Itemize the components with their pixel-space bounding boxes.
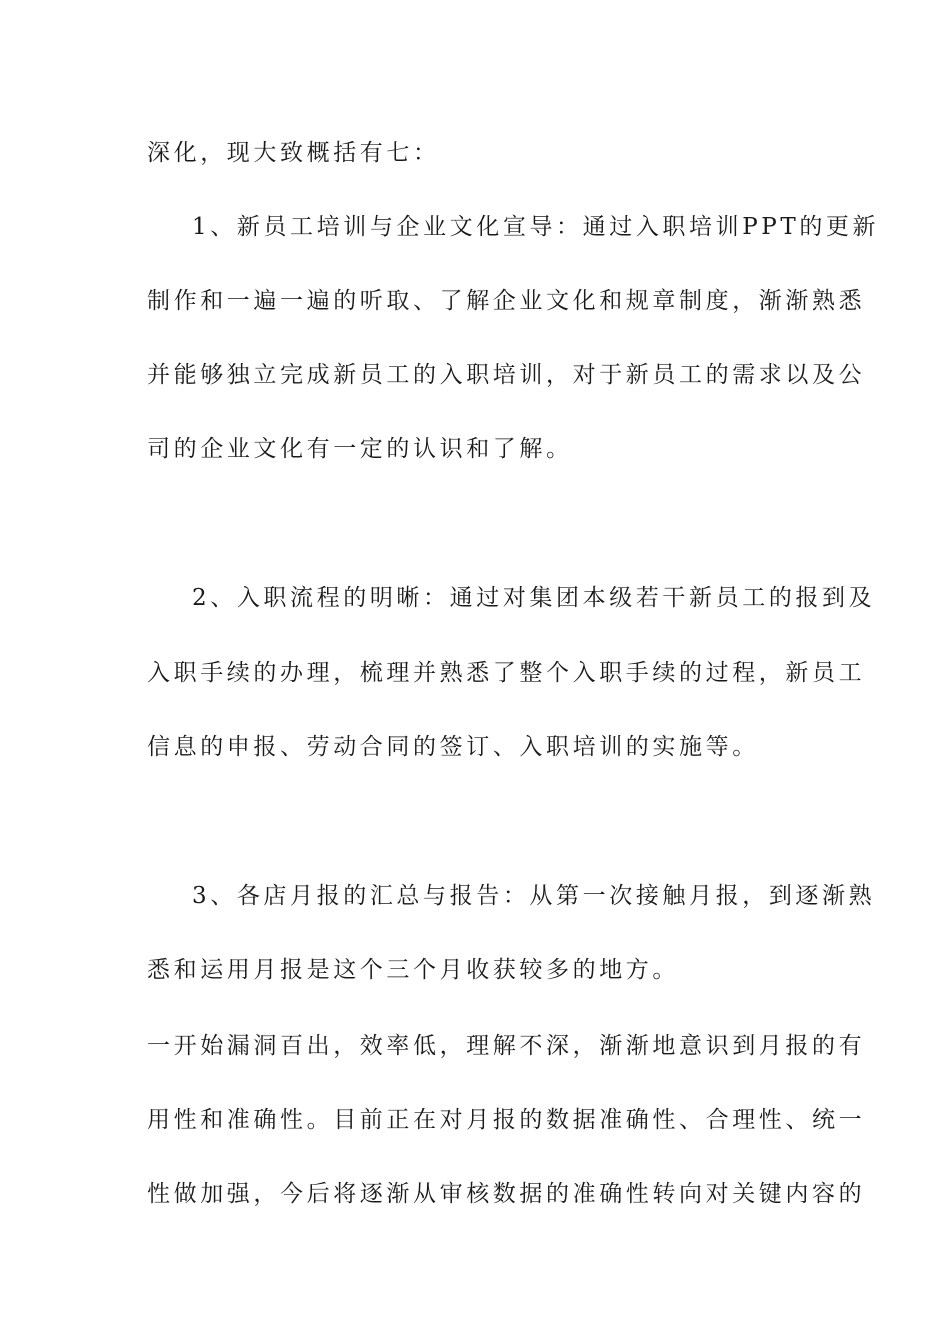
text-line: 入职手续的办理，梳理并熟悉了整个入职手续的过程，新员工	[147, 660, 866, 686]
paragraph-1-heading-line: 1、新员工培训与企业文化宣导：通过入职培训PPT的更新	[192, 214, 880, 240]
text-line: 信息的申报、劳动合同的签订、入职培训的实施等。	[147, 734, 759, 760]
paragraph-3-heading-line: 3、各店月报的汇总与报告：从第一次接触月报，到逐渐熟	[192, 883, 876, 909]
text-line: 一开始漏洞百出，效率低，理解不深，渐渐地意识到月报的有	[147, 1033, 866, 1059]
text-line: 用性和准确性。目前正在对月报的数据准确性、合理性、统一	[147, 1107, 866, 1133]
text-line: 司的企业文化有一定的认识和了解。	[147, 436, 573, 462]
text-line: 制作和一遍一遍的听取、了解企业文化和规章制度，渐渐熟悉	[147, 288, 866, 314]
paragraph-2-heading-line: 2、入职流程的明晰：通过对集团本级若干新员工的报到及	[192, 585, 876, 611]
text-line: 并能够独立完成新员工的入职培训，对于新员工的需求以及公	[147, 362, 866, 388]
text-line: 深化，现大致概括有七：	[147, 140, 440, 166]
text-line: 悉和运用月报是这个三个月收获较多的地方。	[147, 957, 679, 983]
text-line: 性做加强，今后将逐渐从审核数据的准确性转向对关键内容的	[147, 1181, 866, 1207]
